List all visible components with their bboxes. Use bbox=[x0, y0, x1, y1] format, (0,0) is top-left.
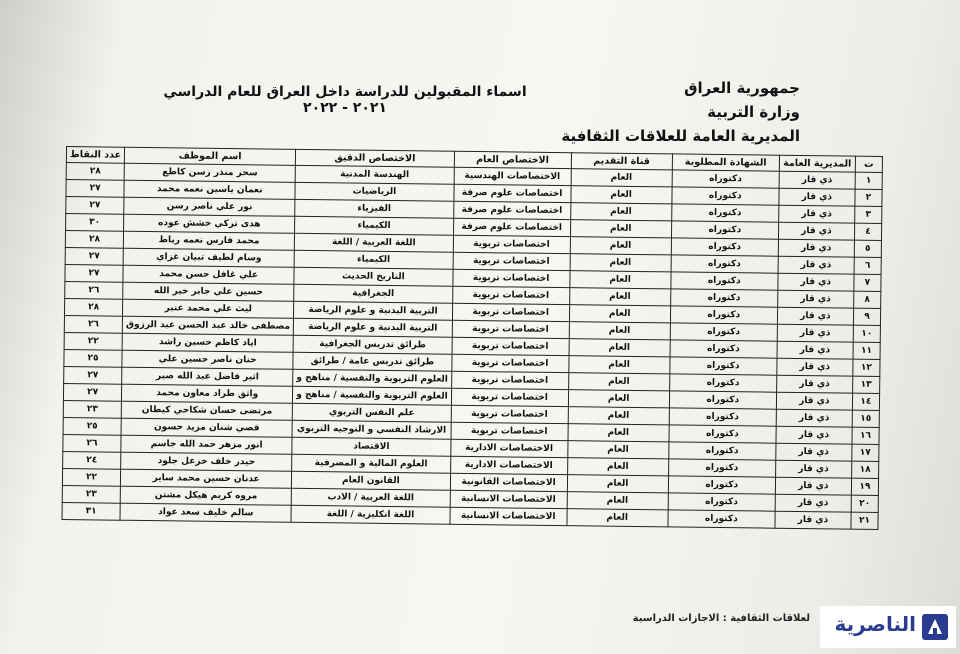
cell-channel: العام bbox=[570, 186, 671, 204]
cell-channel: العام bbox=[567, 458, 668, 476]
cell-specific-specialty: الارشاد النفسي و التوجيه التربوي bbox=[292, 420, 451, 439]
cell-certificate: دكتوراه bbox=[671, 238, 778, 256]
cell-channel: العام bbox=[570, 220, 671, 238]
cell-specific-specialty: العلوم المالية و المصرفية bbox=[292, 454, 451, 473]
cell-specific-specialty: التربية البدنية و علوم الرياضة bbox=[294, 301, 453, 320]
cell-directorate: ذي قار bbox=[777, 307, 853, 325]
cell-specific-specialty: الكيمياء bbox=[295, 216, 454, 235]
cell-certificate: دكتوراه bbox=[671, 221, 778, 239]
cell-certificate: دكتوراه bbox=[669, 374, 776, 392]
cell-general-specialty: اختصاصات تربوية bbox=[452, 337, 569, 355]
cell-certificate: دكتوراه bbox=[670, 340, 777, 358]
cell-points: ٢٧ bbox=[66, 180, 124, 198]
cell-certificate: دكتوراه bbox=[668, 476, 775, 494]
cell-employee-name: مصطفى خالد عبد الحسن عبد الرزوق bbox=[122, 316, 293, 335]
cell-index: ١٧ bbox=[852, 444, 879, 461]
cell-general-specialty: اختصاصات تربوية bbox=[451, 405, 568, 423]
cell-channel: العام bbox=[568, 424, 669, 442]
cell-channel: العام bbox=[571, 169, 672, 187]
cell-certificate: دكتوراه bbox=[668, 459, 775, 477]
letterhead-country: جمهورية العراق bbox=[684, 79, 800, 97]
cell-directorate: ذي قار bbox=[775, 460, 851, 478]
col-header-points: عدد النقاط bbox=[66, 147, 124, 164]
document-title: اسماء المقبولين للدراسة داخل العراق للعام الدراسي ٢٠٢١ - ٢٠٢٢ bbox=[163, 84, 527, 116]
cell-channel: العام bbox=[567, 475, 668, 493]
cell-points: ٢٦ bbox=[64, 316, 122, 334]
cell-points: ٢٦ bbox=[63, 435, 121, 453]
cell-channel: العام bbox=[568, 407, 669, 425]
cell-points: ٢٤ bbox=[63, 452, 121, 470]
cell-specific-specialty: اللغة العربية / الادب bbox=[291, 488, 450, 507]
col-header-certificate: الشهادة المطلوبة bbox=[672, 154, 779, 171]
cell-specific-specialty: اللغة انكليزية / اللغة bbox=[291, 505, 450, 524]
cell-certificate: دكتوراه bbox=[669, 425, 776, 443]
cell-points: ٢٨ bbox=[64, 299, 122, 317]
cell-channel: العام bbox=[569, 271, 670, 289]
cell-points: ٢٨ bbox=[66, 163, 124, 181]
cell-certificate: دكتوراه bbox=[669, 408, 776, 426]
cell-specific-specialty: العلوم التربوية والنفسية / مناهج و bbox=[293, 369, 452, 388]
col-header-directorate: المديرية العامة bbox=[779, 155, 855, 172]
cell-channel: العام bbox=[567, 509, 668, 527]
cell-index: ١٣ bbox=[852, 376, 879, 393]
cell-general-specialty: اختصاصات علوم صرفة bbox=[453, 201, 570, 219]
cell-index: ٩ bbox=[853, 308, 880, 325]
cell-points: ٢٢ bbox=[64, 333, 122, 351]
cell-general-specialty: اختصاصات تربوية bbox=[451, 422, 568, 440]
cell-specific-specialty: التربية البدنية و علوم الرياضة bbox=[293, 318, 452, 337]
cell-certificate: دكتوراه bbox=[668, 493, 775, 511]
cell-directorate: ذي قار bbox=[775, 511, 851, 529]
cell-directorate: ذي قار bbox=[777, 358, 853, 376]
cell-employee-name: عدنان حسين محمد ساير bbox=[121, 469, 292, 488]
cell-points: ٢٧ bbox=[64, 367, 122, 385]
cell-points: ٢٣ bbox=[62, 485, 120, 503]
cell-directorate: ذي قار bbox=[777, 341, 853, 359]
cell-index: ١٩ bbox=[851, 478, 878, 495]
cell-points: ٣١ bbox=[62, 502, 120, 520]
cell-general-specialty: الاختصاصات الادارية bbox=[450, 456, 567, 474]
cell-employee-name: مروه كريم هيكل مشتن bbox=[120, 486, 291, 505]
cell-certificate: دكتوراه bbox=[669, 391, 776, 409]
cell-general-specialty: اختصاصات تربوية bbox=[451, 371, 568, 389]
cell-channel: العام bbox=[570, 203, 671, 221]
cell-certificate: دكتوراه bbox=[670, 357, 777, 375]
cell-index: ١٤ bbox=[852, 393, 879, 410]
cell-directorate: ذي قار bbox=[779, 171, 855, 189]
cell-directorate: ذي قار bbox=[776, 392, 852, 410]
cell-points: ٢٥ bbox=[63, 418, 121, 436]
cell-specific-specialty: الهندسة المدنية bbox=[295, 165, 454, 184]
cell-index: ٨ bbox=[854, 291, 881, 308]
cell-directorate: ذي قار bbox=[778, 273, 854, 291]
cell-points: ٢٣ bbox=[63, 401, 121, 419]
footer-note: لعلاقات الثقافية : الاجازات الدراسية bbox=[632, 613, 810, 624]
letterhead bbox=[540, 76, 800, 148]
cell-general-specialty: اختصاصات علوم صرفة bbox=[453, 218, 570, 236]
cell-index: ٢١ bbox=[851, 512, 878, 529]
cell-points: ٢٦ bbox=[65, 282, 123, 300]
cell-directorate: ذي قار bbox=[778, 222, 854, 240]
cell-certificate: دكتوراه bbox=[670, 323, 777, 341]
logo-text: الناصرية bbox=[834, 612, 916, 636]
cell-specific-specialty: القانون العام bbox=[292, 471, 451, 490]
cell-employee-name: حنان ناصر حسين علي bbox=[122, 350, 293, 369]
cell-employee-name: سالم خليف سعد عواد bbox=[120, 503, 291, 522]
cell-certificate: دكتوراه bbox=[672, 170, 779, 188]
cell-general-specialty: الاختصاصات القانونية bbox=[450, 473, 567, 491]
cell-channel: العام bbox=[570, 254, 671, 272]
cell-channel: العام bbox=[569, 322, 670, 340]
cell-points: ٢٧ bbox=[63, 384, 121, 402]
cell-index: ٢٠ bbox=[851, 495, 878, 512]
cell-directorate: ذي قار bbox=[779, 188, 855, 206]
cell-general-specialty: اختصاصات تربوية bbox=[453, 269, 570, 287]
cell-points: ٢٥ bbox=[64, 350, 122, 368]
cell-channel: العام bbox=[569, 305, 670, 323]
cell-general-specialty: اختصاصات تربوية bbox=[452, 286, 569, 304]
cell-specific-specialty: اللغة العربية / اللغة bbox=[295, 233, 454, 252]
cell-channel: العام bbox=[567, 492, 668, 510]
cell-index: ١٢ bbox=[853, 359, 880, 376]
cell-index: ٣ bbox=[855, 206, 882, 223]
cell-index: ٤ bbox=[854, 223, 881, 240]
cell-employee-name: سحر منذر رسن كاطع bbox=[124, 163, 295, 182]
cell-channel: العام bbox=[569, 288, 670, 306]
cell-employee-name: علي غافل حسن محمد bbox=[123, 265, 294, 284]
cell-index: ٢ bbox=[855, 189, 882, 206]
cell-employee-name: هدى تركي خشش عوده bbox=[124, 214, 295, 233]
cell-directorate: ذي قار bbox=[776, 443, 852, 461]
cell-directorate: ذي قار bbox=[775, 477, 851, 495]
cell-channel: العام bbox=[570, 237, 671, 255]
cell-employee-name: محمد فارس نعمه رباط bbox=[123, 231, 294, 250]
cell-certificate: دكتوراه bbox=[671, 204, 778, 222]
cell-specific-specialty: التاريخ الحديث bbox=[294, 267, 453, 286]
cell-specific-specialty: الاقتصاد bbox=[292, 437, 451, 456]
cell-general-specialty: اختصاصات تربوية bbox=[451, 388, 568, 406]
cell-specific-specialty: طرائق تدريس عامة / طرائق bbox=[293, 352, 452, 371]
col-header-employee-name: اسم الموظف bbox=[125, 147, 296, 165]
cell-channel: العام bbox=[567, 441, 668, 459]
cell-points: ٢٢ bbox=[62, 469, 120, 487]
cell-specific-specialty: علم النفس التربوي bbox=[292, 403, 451, 422]
col-header-index: ت bbox=[855, 156, 882, 172]
col-header-specific-specialty: الاختصاص الدقيق bbox=[296, 149, 455, 167]
cell-index: ٧ bbox=[854, 274, 881, 291]
cell-directorate: ذي قار bbox=[775, 494, 851, 512]
cell-directorate: ذي قار bbox=[776, 375, 852, 393]
col-header-general-specialty: الاختصاص العام bbox=[454, 151, 571, 168]
cell-directorate: ذي قار bbox=[778, 256, 854, 274]
nasiriyah-logo-icon bbox=[920, 610, 950, 644]
cell-employee-name: نعمان ياسين نعمه محمد bbox=[124, 180, 295, 199]
cell-certificate: دكتوراه bbox=[670, 306, 777, 324]
cell-index: ١٥ bbox=[852, 410, 879, 427]
cell-index: ١١ bbox=[853, 342, 880, 359]
admissions-table bbox=[61, 146, 883, 530]
cell-employee-name: اثير فاضل عبد الله صبر bbox=[122, 367, 293, 386]
cell-channel: العام bbox=[569, 339, 670, 357]
cell-directorate: ذي قار bbox=[779, 205, 855, 223]
cell-specific-specialty: الرياضيات bbox=[295, 182, 454, 201]
cell-specific-specialty: الجغرافية bbox=[294, 284, 453, 303]
cell-specific-specialty: طرائق تدريس الجغرافية bbox=[293, 335, 452, 354]
cell-employee-name: نور علي ناصر رسن bbox=[124, 197, 295, 216]
cell-channel: العام bbox=[568, 373, 669, 391]
cell-general-specialty: اختصاصات تربوية bbox=[451, 354, 568, 372]
cell-points: ٢٧ bbox=[66, 197, 124, 215]
cell-specific-specialty: الفيزياء bbox=[295, 199, 454, 218]
cell-directorate: ذي قار bbox=[776, 426, 852, 444]
cell-general-specialty: الاختصاصات الانسانية bbox=[450, 490, 567, 508]
cell-certificate: دكتوراه bbox=[671, 255, 778, 273]
cell-specific-specialty: العلوم التربوية والنفسية / مناهج و bbox=[293, 386, 452, 405]
cell-points: ٢٧ bbox=[65, 265, 123, 283]
cell-directorate: ذي قار bbox=[776, 409, 852, 427]
cell-directorate: ذي قار bbox=[777, 290, 853, 308]
nasiriyah-logo bbox=[820, 606, 956, 648]
cell-employee-name: اياد كاظم حسين راشد bbox=[122, 333, 293, 352]
cell-general-specialty: اختصاصات تربوية bbox=[453, 252, 570, 270]
cell-certificate: دكتوراه bbox=[669, 442, 776, 460]
cell-specific-specialty: الكيمياء bbox=[294, 250, 453, 269]
cell-points: ٢٨ bbox=[65, 231, 123, 249]
cell-general-specialty: اختصاصات علوم صرفة bbox=[454, 184, 571, 202]
cell-index: ١٦ bbox=[852, 427, 879, 444]
cell-employee-name: حيدر خلف خزعل جلود bbox=[121, 452, 292, 471]
cell-channel: العام bbox=[568, 390, 669, 408]
cell-index: ٥ bbox=[854, 240, 881, 257]
cell-points: ٢٧ bbox=[65, 248, 123, 266]
cell-channel: العام bbox=[568, 356, 669, 374]
cell-general-specialty: اختصاصات تربوية bbox=[452, 303, 569, 321]
cell-general-specialty: الاختصاصات الادارية bbox=[450, 439, 567, 457]
cell-employee-name: حسين علي جابر خير الله bbox=[123, 282, 294, 301]
cell-directorate: ذي قار bbox=[778, 239, 854, 257]
cell-general-specialty: الاختصاصات الهندسية bbox=[454, 167, 571, 185]
cell-general-specialty: اختصاصات تربوية bbox=[453, 235, 570, 253]
cell-general-specialty: اختصاصات تربوية bbox=[452, 320, 569, 338]
letterhead-ministry: وزارة التربية bbox=[707, 103, 800, 121]
cell-employee-name: انور مزهر حمد الله جاسم bbox=[121, 435, 292, 454]
cell-directorate: ذي قار bbox=[777, 324, 853, 342]
cell-employee-name: واثق طراد معاون محمد bbox=[122, 384, 293, 403]
cell-index: ١ bbox=[855, 172, 882, 189]
cell-certificate: دكتوراه bbox=[670, 289, 777, 307]
cell-index: ١٠ bbox=[853, 325, 880, 342]
cell-employee-name: ليث علي محمد عنبر bbox=[123, 299, 294, 318]
cell-certificate: دكتوراه bbox=[672, 187, 779, 205]
cell-employee-name: وسام لطيف تبيان غزاي bbox=[123, 248, 294, 267]
cell-certificate: دكتوراه bbox=[668, 510, 775, 528]
cell-general-specialty: الاختصاصات الانسانية bbox=[450, 507, 567, 525]
cell-employee-name: مرتضى حسان شكاحي كيطان bbox=[121, 401, 292, 420]
cell-index: ١٨ bbox=[851, 461, 878, 478]
cell-employee-name: قصي شنان مزيد حسون bbox=[121, 418, 292, 437]
col-header-channel: قناة التقديم bbox=[571, 153, 672, 170]
cell-points: ٣٠ bbox=[66, 214, 124, 232]
cell-index: ٦ bbox=[854, 257, 881, 274]
letterhead-directorate: المديرية العامة للعلاقات الثقافية bbox=[561, 127, 800, 145]
cell-certificate: دكتوراه bbox=[671, 272, 778, 290]
